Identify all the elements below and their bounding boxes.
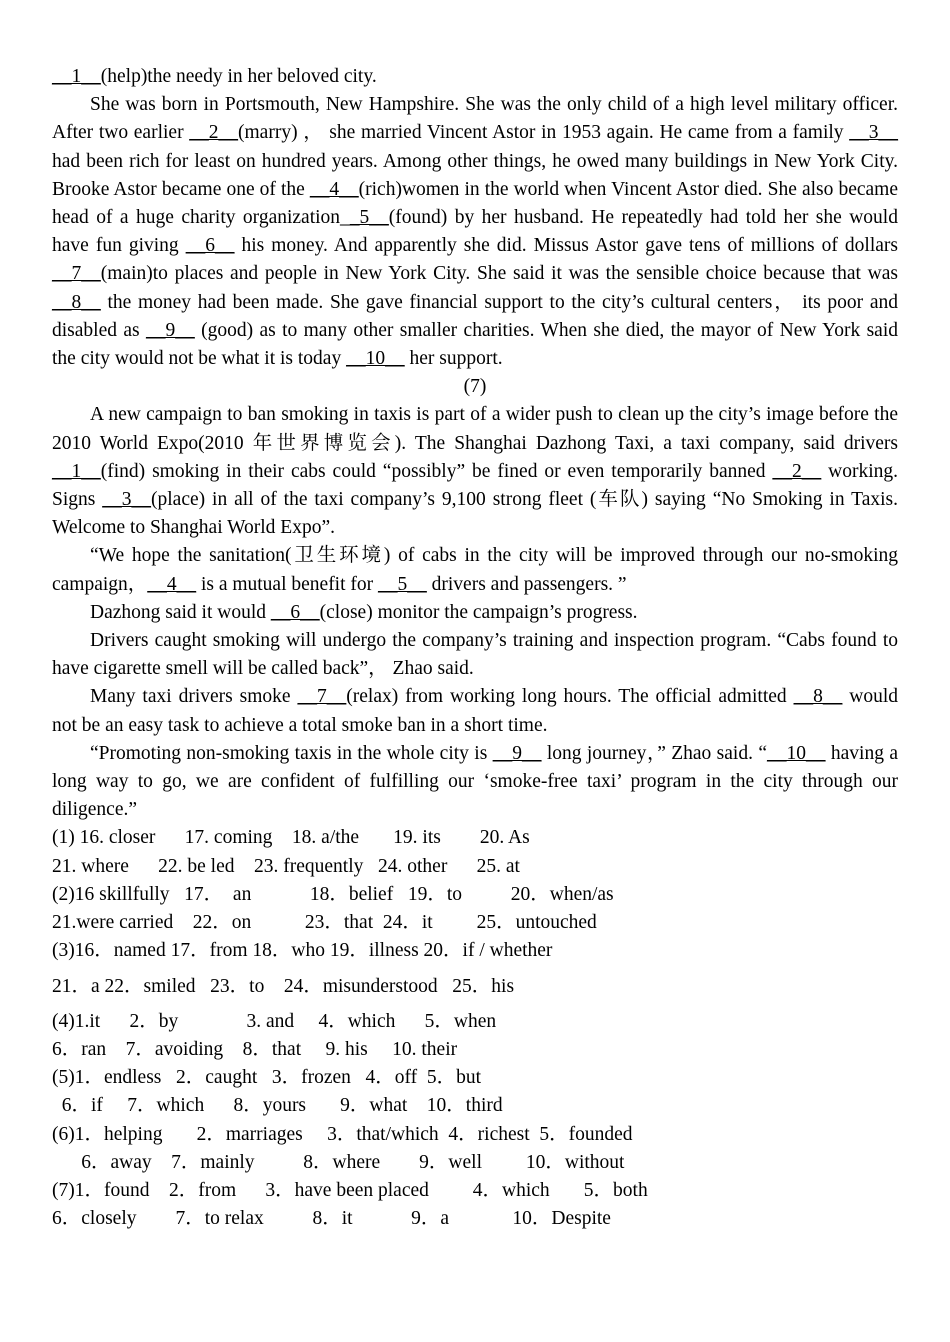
passage7-heading: (7)	[463, 376, 487, 398]
text: “Promoting non-smoking taxis in the whole city is	[90, 742, 493, 764]
blank-3: __3__	[102, 489, 152, 511]
answer-line: (1) 16. closer 17. coming 18. a/the 19. its 20. As	[52, 827, 530, 849]
answer-line: 21.were carried 22．on 23．that 24．it 25．untouched	[52, 912, 597, 934]
text: (good) as to many other smaller charities. When she died, the mayor of New York said the city would not be what it is today	[52, 319, 898, 370]
answer-key	[52, 824, 898, 1233]
blank-8: __8__	[52, 291, 101, 313]
text: his money. And apparently she did. Missus Astor gave tens of millions of dollars	[234, 235, 898, 257]
passage7-paragraph-5	[52, 683, 898, 739]
answer-line: 6．closely 7．to relax 8．it 9．a 10．Despite	[52, 1208, 611, 1230]
answer-line: (7)1．found 2．from 3．have been placed 4．which 5．both	[52, 1179, 648, 1201]
passage7-paragraph-4: Drivers caught smoking will undergo the company’s training and inspection program. “Cabs found to have cigarette smell will be called back”， Zhao said.	[52, 630, 898, 680]
passage7-paragraph-1	[52, 401, 898, 542]
text: (close) monitor the campaign’s progress.	[319, 601, 638, 623]
blank-5: __5__	[378, 573, 427, 595]
text: her support.	[404, 348, 503, 370]
text: drivers and passengers. ”	[426, 573, 627, 595]
document-page	[52, 63, 898, 1233]
text: is a mutual benefit for	[196, 573, 379, 595]
blank-6: __6__	[270, 601, 320, 623]
blank-2: __2__	[189, 122, 239, 144]
text: working. Signs	[52, 460, 898, 511]
passage7-paragraph-6	[52, 740, 898, 825]
blank-3: __3__	[849, 122, 898, 144]
text: would not be an easy task to achieve a total smoke ban in a short time.	[52, 686, 899, 736]
blank-9: __9__	[145, 319, 195, 341]
text: (help)the needy in her beloved city.	[100, 66, 377, 87]
blank-10: __10__	[346, 348, 405, 370]
answer-line: 6．if 7．which 8．yours 9．what 10．third	[52, 1095, 503, 1117]
text: (find) smoking in their cabs could “possibly” be fined or even temporarily banned	[100, 460, 773, 482]
text: (relax) from working long hours. The official admitted	[346, 686, 794, 708]
answer-line: (5)1．endless 2．caught 3．frozen 4．off 5．but	[52, 1067, 482, 1089]
text: (rich)women in the world when Vincent Astor died. She also became head of a huge charity organization_	[52, 178, 898, 229]
text: the money had been made. She gave financial support to the city’s cultural centers， its poor and disabled as	[52, 291, 898, 341]
blank-7: __7__	[52, 263, 101, 285]
text: (main)to places and people in New York City. She said it was the sensible choice because that was	[100, 263, 898, 285]
blank-5: _5__	[349, 207, 389, 229]
answer-line: (3)16．named 17．from 18．who 19．illness 20．if / whether	[52, 940, 553, 962]
passage7-paragraph-3	[52, 599, 898, 627]
answer-line: 21．a 22．smiled 23．to 24．misunderstood 25．his	[52, 975, 515, 997]
blank-7: __7__	[297, 686, 347, 708]
text: Dazhong said it would	[90, 601, 271, 623]
passage6-paragraph	[52, 91, 898, 373]
answer-line: 6．away 7．mainly 8．where 9．well 10．without	[52, 1151, 625, 1173]
blank-4: __4__	[309, 178, 359, 200]
blank-6: __6__	[185, 235, 235, 257]
text: Many taxi drivers smoke	[90, 686, 298, 708]
blank-10: __10__	[767, 742, 826, 764]
answer-line: (6)1．helping 2．marriages 3．that/which 4．richest 5．founded	[52, 1123, 633, 1145]
answer-line: (4)1.it 2．by 3. and 4．which 5．when	[52, 1010, 497, 1032]
text: (found) by her husband. He repeatedly had told her she would have fun giving	[52, 207, 898, 257]
text: “We hope the sanitation(卫生环境) of cabs in the city will be improved through our no-smoking campaign，	[52, 545, 898, 595]
answer-line: 21. where 22. be led 23. frequently 24. other 25. at	[52, 855, 520, 877]
blank-1: __1__	[52, 460, 101, 482]
passage6-line0	[52, 63, 898, 91]
blank-4: __4__	[147, 573, 197, 595]
text: She was born in Portsmouth, New Hampshire. She was the only child of a high level military officer. After two earlier	[52, 94, 898, 144]
passage7-paragraph-2	[52, 542, 898, 598]
blank-1: __1__	[52, 66, 101, 87]
answer-line: (2)16 skillfully 17． an 18．belief 19．to 20．when/as	[52, 883, 614, 905]
text: had been rich for least on hundred years. Among other things, he owed many buildings in New York City. Brooke Astor became one of the	[52, 150, 898, 200]
text: A new campaign to ban smoking in taxis is part of a wider push to clean up the city’s image before the 2010 World Expo(2010 年世界博览会). The Shanghai Dazhong Taxi, a taxi company, said drivers	[52, 404, 898, 454]
blank-2: __2__	[772, 460, 822, 482]
text: (place) in all of the taxi company’s 9,100 strong fleet (车队) saying “No Smoking in Taxis. Welcome to Shanghai World Expo”.	[52, 489, 898, 539]
text: long journey，” Zhao said. “	[541, 742, 767, 764]
text: having a long way to go, we are confident of fulfilling our ‘smoke-free taxi’ program in the city through our diligence.”	[52, 742, 898, 821]
blank-8: __8__	[793, 686, 843, 708]
blank-9: __9__	[492, 742, 542, 764]
answer-line: 6．ran 7．avoiding 8．that 9. his 10. their	[52, 1038, 458, 1060]
text: (marry) ， she married Vincent Astor in 1953 again. He came from a family	[238, 122, 850, 144]
